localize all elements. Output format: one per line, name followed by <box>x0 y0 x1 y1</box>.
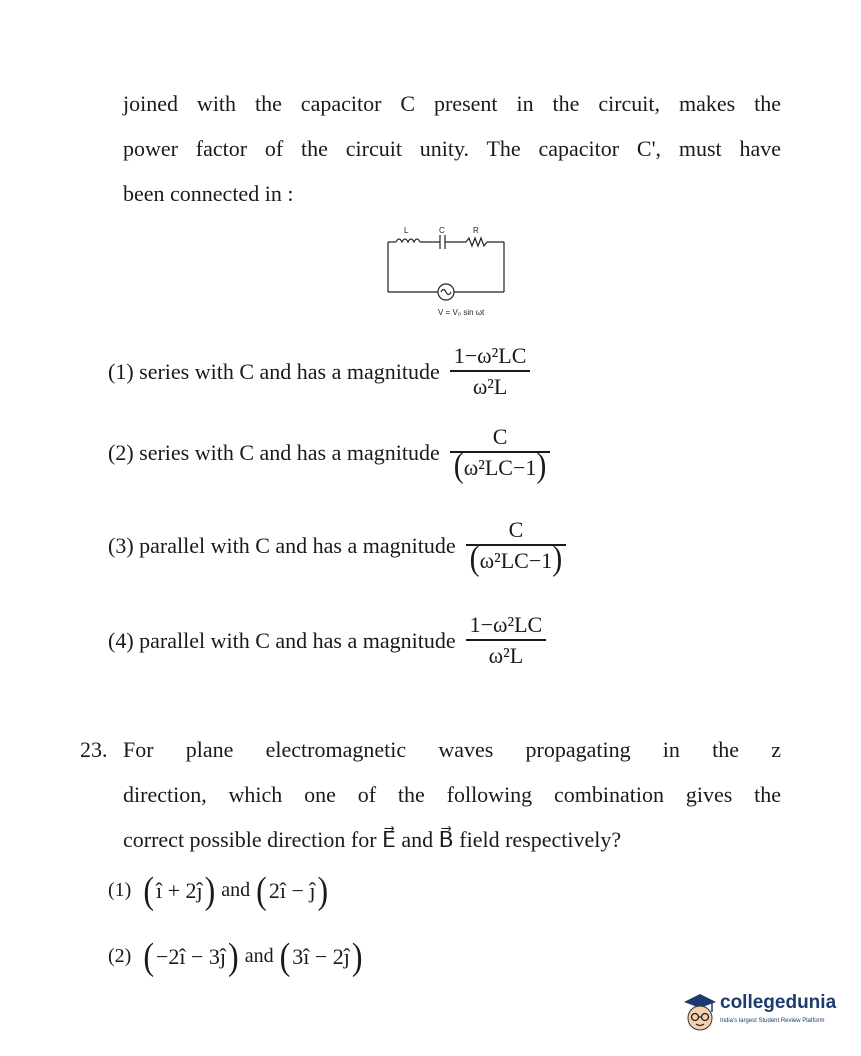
and-word: and <box>244 945 274 967</box>
numerator: C <box>492 424 508 449</box>
question-number: 23. <box>80 737 108 762</box>
fraction: $\frac{C}{\text{(ω²LC−1)}}$ <box>450 423 551 483</box>
denominator: ω²LC−1 <box>463 454 537 480</box>
and-word: and <box>221 879 251 901</box>
mascot-icon <box>678 988 718 1036</box>
fraction <box>450 342 531 402</box>
label-l: L <box>404 226 409 235</box>
option-2 <box>108 423 550 483</box>
option-1 <box>108 342 530 402</box>
option-3 <box>108 516 566 576</box>
q23-option-1: (1) ( î + 2ĵ ) and ( 2î − ĵ ) <box>108 868 329 912</box>
collegedunia-logo <box>678 988 848 1038</box>
vector-b: 2î − ĵ <box>268 877 316 903</box>
option-label: (1) <box>108 879 132 901</box>
text-line: For plane electromagnetic waves propagating in the z <box>123 737 781 762</box>
label-c: C <box>439 226 445 235</box>
vector-e: î + 2ĵ <box>155 877 203 903</box>
text-line: correct possible direction for E⃗ and B⃗ field respectively? <box>123 827 622 852</box>
label-r: R <box>473 226 479 235</box>
numerator: C <box>508 517 524 542</box>
numerator: 1−ω²LC <box>453 343 527 368</box>
logo-tagline: India's largest Student Review Platform <box>720 1018 825 1024</box>
logo-name: collegedunia <box>720 992 837 1013</box>
fraction <box>466 611 547 671</box>
fraction: $\frac{C}{\text{(ω²LC−1)}}$ <box>466 516 567 576</box>
option-text: (1) series with C and has a magnitude <box>108 358 440 384</box>
denominator: ω²L <box>472 373 508 399</box>
lcr-circuit-diagram <box>380 222 520 322</box>
text-line: joined with the capacitor C present in the circuit, makes the <box>123 91 781 116</box>
question-23-text <box>123 727 781 862</box>
numerator: 1−ω²LC <box>469 612 543 637</box>
text-line: been connected in : <box>123 181 294 206</box>
option-text: (3) parallel with C and has a magnitude <box>108 532 456 558</box>
option-4 <box>108 611 546 671</box>
q23-option-2: (2) ( −2î − 3ĵ ) and ( 3î − 2ĵ ) <box>108 934 363 978</box>
text-line: direction, which one of the following combination gives the <box>123 782 781 807</box>
source-label: V = V₀ sin ωt <box>438 308 485 317</box>
vector-e: −2î − 3ĵ <box>155 943 227 969</box>
denominator: ω²LC−1 <box>479 547 553 573</box>
denominator: ω²L <box>488 642 524 668</box>
option-text: (4) parallel with C and has a magnitude <box>108 627 456 653</box>
vector-b: 3î − 2ĵ <box>292 943 350 969</box>
question-continuation <box>123 81 781 216</box>
text-line: power factor of the circuit unity. The capacitor C', must have <box>123 136 781 161</box>
option-text: (2) series with C and has a magnitude <box>108 439 440 465</box>
option-label: (2) <box>108 945 132 967</box>
